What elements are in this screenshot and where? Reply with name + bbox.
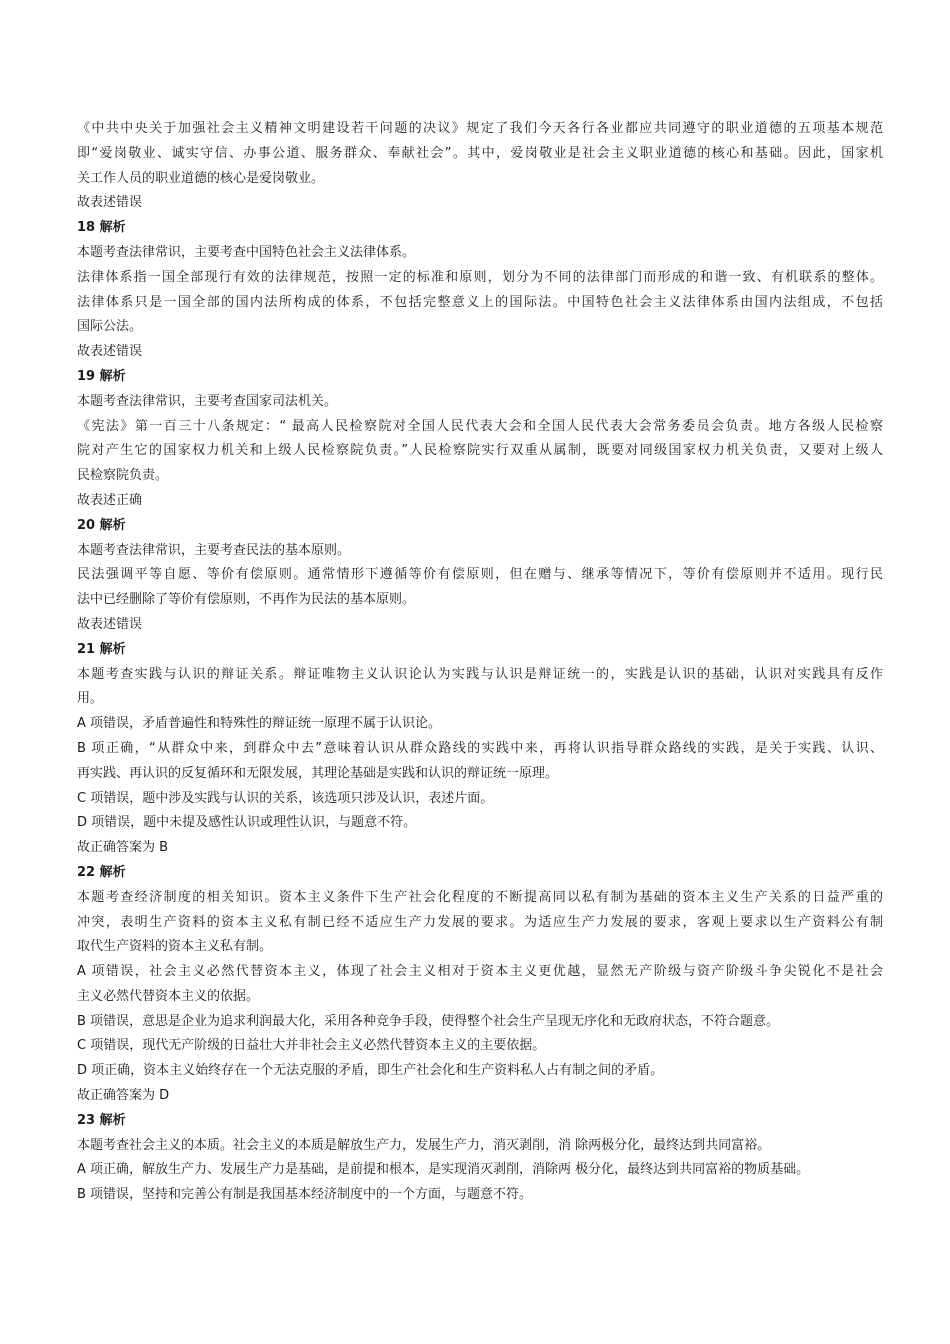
text-line: 本题考查经济制度的相关知识。资本主义条件下生产社会化程度的不断提高同以私有制为基础的资本主义生产关系的日益严重的 — [77, 889, 883, 905]
paragraph — [77, 390, 883, 415]
paragraph — [77, 1158, 883, 1183]
text-line: 再实践、再认识的反复循环和无限发展，其理论基础是实践和认识的辩证统一原理。 — [77, 765, 559, 781]
paragraph — [77, 613, 883, 638]
paragraph — [77, 811, 883, 836]
paragraph — [77, 960, 883, 1010]
paragraph — [77, 415, 883, 489]
text-line: 故正确答案为 D — [77, 1088, 170, 1104]
text-line: 本题考查实践与认识的辩证关系。辩证唯物主义认识论认为实践与认识是辩证统一的，实践是认识的基础，认识对实践具有反作 — [77, 666, 883, 682]
text-line: 即“爱岗敬业、诚实守信、办事公道、服务群众、奉献社会”。其中，爱岗敬业是社会主义职业道德的核心和基础。因此，国家机 — [77, 145, 883, 161]
paragraph — [77, 1010, 883, 1035]
text-line: 院对产生它的国家权力机关和上级人民检察院负责。”人民检察院实行双重从属制，既要对同级国家权力机关负责，又要对上级人 — [77, 443, 883, 459]
paragraph — [77, 1059, 883, 1084]
paragraph — [77, 663, 883, 713]
text-line: 民检察院负责。 — [77, 468, 169, 484]
text-line: 《宪法》第一百三十八条规定：“ 最高人民检察院对全国人民代表大会和全国人民代表大会常务委员会负责。地方各级人民检察 — [77, 418, 883, 434]
text-line: 本题考查法律常识，主要考查国家司法机关。 — [77, 393, 338, 409]
paragraph — [77, 886, 883, 960]
text-line: 故表述错误 — [77, 344, 143, 360]
text-line: B 项正确，“从群众中来，到群众中去”意味着认识从群众路线的实践中来，再将认识指导群众路线的实践，是关于实践、认识、 — [77, 740, 883, 756]
text-line: 冲突，表明生产资料的资本主义私有制已经不适应生产力发展的要求。为适应生产力发展的要求，客观上要求以生产资料公有制 — [77, 914, 883, 930]
section-heading: 22 解析 — [77, 864, 126, 880]
paragraph — [77, 836, 883, 861]
paragraph — [77, 1084, 883, 1109]
text-line: D 项错误，题中未提及感性认识或理性认识，与题意不符。 — [77, 815, 417, 831]
paragraph — [77, 117, 883, 191]
text-line: 取代生产资料的资本主义私有制。 — [77, 939, 273, 955]
paragraph — [77, 489, 883, 514]
text-line: D 项正确，资本主义始终存在一个无法克服的矛盾，即生产社会化和生产资料私人占有制之间的矛盾。 — [77, 1063, 664, 1079]
text-line: 关工作人员的职业道德的核心是爱岗敬业。 — [77, 170, 325, 186]
text-line: 法律体系指一国全部现行有效的法律规范，按照一定的标准和原则，划分为不同的法律部门而形成的和谐一致、有机联系的整体。 — [77, 269, 883, 285]
paragraph — [77, 787, 883, 812]
text-line: 《中共中央关于加强社会主义精神文明建设若干问题的决议》规定了我们今天各行各业都应共同遵守的职业道德的五项基本规范 — [77, 121, 883, 136]
paragraph — [77, 712, 883, 737]
text-line: 故表述错误 — [77, 616, 143, 632]
text-line: 本题考查法律常识，主要考查民法的基本原则。 — [77, 542, 351, 558]
text-line: A 项错误，社会主义必然代替资本主义，体现了社会主义相对于资本主义更优越，显然无产阶级与资产阶级斗争尖锐化不是社会 — [77, 964, 883, 980]
paragraph — [77, 1183, 883, 1208]
paragraph — [77, 563, 883, 613]
paragraph — [77, 539, 883, 564]
paragraph — [77, 1034, 883, 1059]
text-line: 本题考查法律常识，主要考查中国特色社会主义法律体系。 — [77, 244, 416, 260]
paragraph — [77, 266, 883, 340]
text-line: B 项错误，坚持和完善公有制是我国基本经济制度中的一个方面，与题意不符。 — [77, 1187, 533, 1203]
paragraph — [77, 1134, 883, 1159]
text-line: 国际公法。 — [77, 319, 143, 335]
text-line: 法中已经删除了等价有偿原则，不再作为民法的基本原则。 — [77, 592, 416, 608]
paragraph — [77, 191, 883, 216]
text-line: A 项正确，解放生产力、发展生产力是基础，是前提和根本，是实现消灭剥削，消除两 极分化，最终达到共同富裕的物质基础。 — [77, 1162, 810, 1178]
text-line: B 项错误，意思是企业为追求利润最大化，采用各种竞争手段，使得整个社会生产呈现无序化和无政府状态，不符合题意。 — [77, 1013, 780, 1029]
section-heading: 19 解析 — [77, 368, 126, 384]
text-line: C 项错误，现代无产阶级的日益壮大并非社会主义必然代替资本主义的主要依据。 — [77, 1038, 546, 1054]
text-line: 故表述错误 — [77, 195, 143, 211]
text-line: 故表述正确 — [77, 492, 143, 508]
text-line: 故正确答案为 B — [77, 840, 169, 856]
text-line: A 项错误，矛盾普遍性和特殊性的辩证统一原理不属于认识论。 — [77, 716, 442, 732]
paragraph — [77, 241, 883, 266]
text-line: 民法强调平等自愿、等价有偿原则。通常情形下遵循等价有偿原则，但在赠与、继承等情况下，等价有偿原则并不适用。现行民 — [77, 567, 883, 583]
paragraph — [77, 737, 883, 787]
section-heading: 21 解析 — [77, 641, 126, 657]
section-heading: 20 解析 — [77, 517, 126, 533]
text-line: 本题考查社会主义的本质。社会主义的本质是解放生产力，发展生产力，消灭剥削，消 除两极分化，最终达到共同富裕。 — [77, 1137, 771, 1153]
document-page — [77, 117, 883, 1208]
section-heading: 23 解析 — [77, 1112, 126, 1128]
text-line: 用。 — [77, 691, 104, 707]
section-heading: 18 解析 — [77, 220, 126, 236]
text-line: C 项错误，题中涉及实践与认识的关系，该选项只涉及认识，表述片面。 — [77, 790, 494, 806]
text-line: 主义必然代替资本主义的依据。 — [77, 988, 260, 1004]
text-line: 法律体系只是一国全部的国内法所构成的体系，不包括完整意义上的国际法。中国特色社会主义法律体系由国内法组成，不包括 — [77, 294, 883, 310]
paragraph — [77, 340, 883, 365]
